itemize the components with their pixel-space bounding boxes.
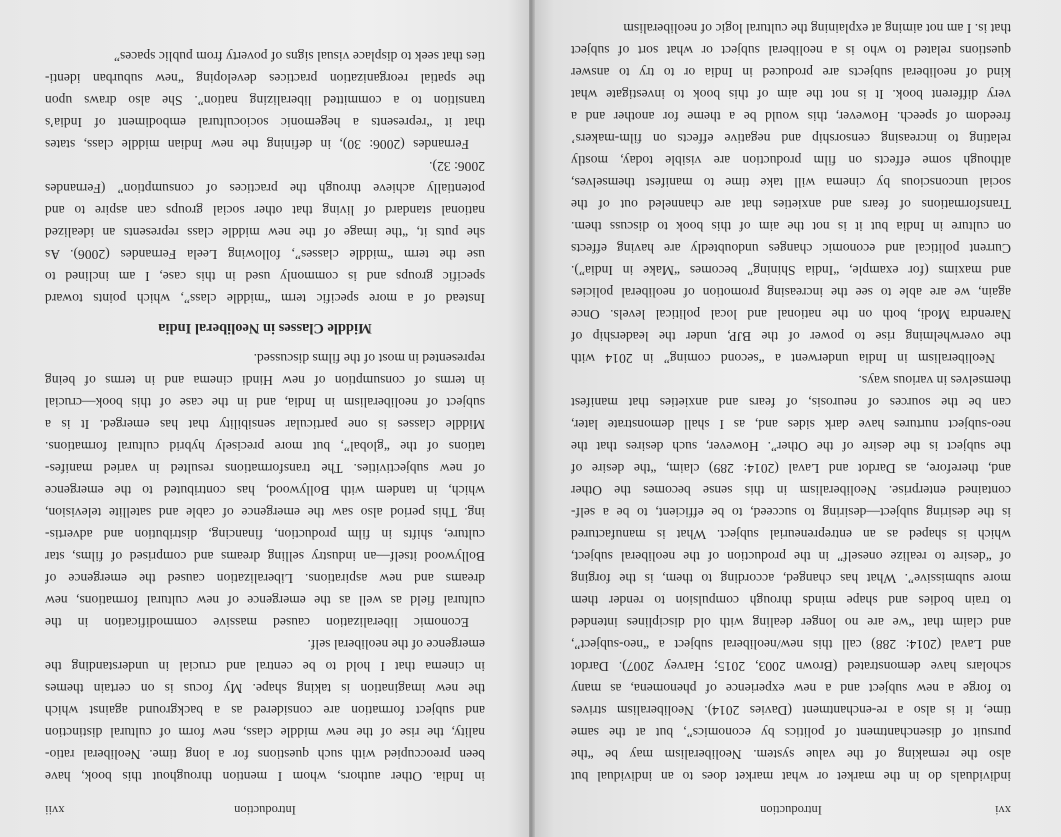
text-line: in India. Other authors, whom I mention throughout this book, have xyxy=(45,769,485,784)
text-line: ties that seek to displace visual signs of poverty from public spaces” xyxy=(113,49,485,64)
text-line: questions related to who is a neoliberal subject or what sort of subject xyxy=(571,43,1011,58)
text-line: which is shaped as an entrepreneurial subject. What is manufactured xyxy=(571,527,1011,542)
text-line: national standard of living that other social groups can aspire to and xyxy=(45,203,485,218)
text-line: emergence of the neoliberal self. xyxy=(307,637,485,652)
text-line: and Laval (2014: 288) call this new/neoliberal subject a “neo-subject”, xyxy=(571,637,1011,652)
text-line: subject of neoliberalism in India, and in the case of this book—crucial xyxy=(45,395,485,410)
text-line: tations of the “global”, but more precisely hybrid cultural formations. xyxy=(45,439,485,454)
text-line: and claim that “we are no longer dealing with old disciplines intended xyxy=(571,615,1011,630)
text-line: more submissive”. What has changed, according to them, is the forging xyxy=(571,571,1011,586)
text-line: social unconscious by cinema will take time to manifest themselves, xyxy=(571,175,1011,190)
text-line: Middle classes is one particular sensibility that has emerged. It is a xyxy=(45,417,485,432)
left-page xyxy=(533,0,1061,837)
text-line: nality, the rise of the new middle class, new form of cultural distinction xyxy=(45,725,485,740)
text-line: on culture in India but it is not the aim of this book to discuss them. xyxy=(571,219,1011,234)
text-line: freedom of speech. However, this would be a theme for another and a xyxy=(571,109,1011,124)
text-line: time, it is also a re-enchantment (Davies 2014). Neoliberalism strives xyxy=(571,703,1011,718)
text-line: Instead of a more specific term “middle class”, which points toward xyxy=(45,291,485,306)
text-line: dreams and new aspirations. Liberalization caused the emergence of xyxy=(45,571,485,586)
text-line: which, in tandem with Bollywood, has contributed to the emergence xyxy=(45,483,485,498)
text-line: the new imagination is taking shape. My focus is on certain themes xyxy=(45,681,485,696)
text-line: of new subjectivities. The transformations resulted in varied manifes- xyxy=(45,461,485,476)
page-number: xvii xyxy=(45,803,65,817)
text-line: Transformations of fears and anxieties that are channeled out of the xyxy=(571,197,1011,212)
text-line: scholars have demonstrated (Brown 2003, 2015; Harvey 2007). Dardot xyxy=(571,659,1011,674)
text-line: to train bodies and shape minds through compulsion to render them xyxy=(571,593,1011,608)
text-line: Current political and economic changes undoubtedly are having effects xyxy=(571,241,1011,256)
text-line: Neoliberalism in India underwent a “second coming” in 2014 with xyxy=(571,351,995,366)
text-line: Narendra Modi, both on the national and local political levels. Once xyxy=(571,307,1011,322)
page-number: xvi xyxy=(995,803,1011,817)
text-line: 2006: 32). xyxy=(429,159,485,174)
text-line: and maxims (for example, “India Shining” becomes “Make in India”). xyxy=(571,263,1011,278)
text-line: themselves in various ways. xyxy=(858,373,1011,388)
text-line: of “desire to realize oneself” in the production of the neoliberal subject, xyxy=(571,549,1011,564)
text-line: ing. This period also saw the emergence of cable and satellite television, xyxy=(45,505,485,520)
left-page-body xyxy=(571,17,1011,787)
running-head: Introduction xyxy=(234,803,296,817)
text-line: the subject is the desire of the Other”. However, such desires that the xyxy=(571,439,1011,454)
text-line: cultural field as well as the emergence of new cultural formations, new xyxy=(45,593,485,608)
text-line: use the term “middle classes”, following Leela Fernandes (2006). As xyxy=(45,247,485,262)
text-line: relating to increasing censorship and negative effects on film-makers’ xyxy=(571,131,1011,146)
text-line: also the remaking of the value system. Neoliberalism may be “the xyxy=(571,747,1011,762)
text-line: that it “represents a hegemonic sociocultural embodiment of India’s xyxy=(45,115,485,130)
text-line: Bollywood itself—an industry selling dreams and comprised of films, star xyxy=(45,549,485,564)
right-page-header xyxy=(45,797,485,817)
text-line: and, therefore, as Dardot and Laval (2014: 289) claim, “the desire of xyxy=(571,461,1011,476)
text-line: is the desiring subject—desiring to succeed, to be efficient, to be a self- xyxy=(571,505,1011,520)
text-line: transition to a committed liberalizing nation”. She also draws upon xyxy=(45,93,485,108)
section-heading: Middle Classes in Neoliberal India xyxy=(158,320,372,336)
text-line: Economic liberalization caused massive commodification in the xyxy=(45,615,469,630)
text-line: neo-subject nurtures have dark sides and, as I shall demonstrate later, xyxy=(571,417,1011,432)
text-line: represented in most of the films discussed. xyxy=(253,351,485,366)
text-line: very different book. It is not the aim of this book to investigate what xyxy=(571,87,1011,102)
right-page xyxy=(0,0,529,837)
text-line: although some effects on film production are visible today, mostly xyxy=(571,153,1011,168)
text-line: that is. I am not aiming at explaining the cultural logic of neoliberalism xyxy=(623,21,1011,36)
text-line: Fernandes (2006: 30), in defining the new Indian middle class, states xyxy=(45,137,469,152)
text-line: she puts it, “the image of the new middle class represents an idealized xyxy=(45,225,485,240)
text-line: individuals do in the market or what market does to an individual but xyxy=(571,769,1011,784)
text-line: can be the sources of neurosis, of fears and anxieties that manifest xyxy=(571,395,1011,410)
right-page-body xyxy=(45,45,485,787)
text-line: and subject formation are considered as a background against which xyxy=(45,703,485,718)
text-line: to forge a new subject and a new experience of phenomena, as many xyxy=(571,681,1011,696)
text-line: again, we are able to see the increasing promotion of neoliberal policies xyxy=(571,285,1011,300)
text-line: in terms of consumption of new Hindi cinema and in terms of being xyxy=(45,373,485,388)
text-line: potentially achieve through the practices of consumption” (Fernandes xyxy=(45,181,485,196)
running-head: Introduction xyxy=(760,803,822,817)
text-line: contained enterprise. Neoliberalism in this sense becomes the Other xyxy=(571,483,1011,498)
left-page-header xyxy=(571,797,1011,817)
text-line: culture, shifts in film production, financing, distribution and advertis- xyxy=(45,527,485,542)
text-line: the spatial reorganization practices developing “new suburban identi- xyxy=(45,71,485,86)
text-line: specific groups and is commonly used in this case, I am inclined to xyxy=(45,269,485,284)
text-line: in cinema that I hold to be central and crucial in understanding the xyxy=(45,659,485,674)
text-line: pursuit of disenchantment of politics by economics”, but at the same xyxy=(571,725,1011,740)
text-line: been preoccupied with such questions for a long time. Neoliberal ratio- xyxy=(45,747,485,762)
text-line: kind of neoliberal subjects are produced in India or to try to answer xyxy=(571,65,1011,80)
text-line: the overwhelming rise to power of the BJP, under the leadership of xyxy=(571,329,1011,344)
